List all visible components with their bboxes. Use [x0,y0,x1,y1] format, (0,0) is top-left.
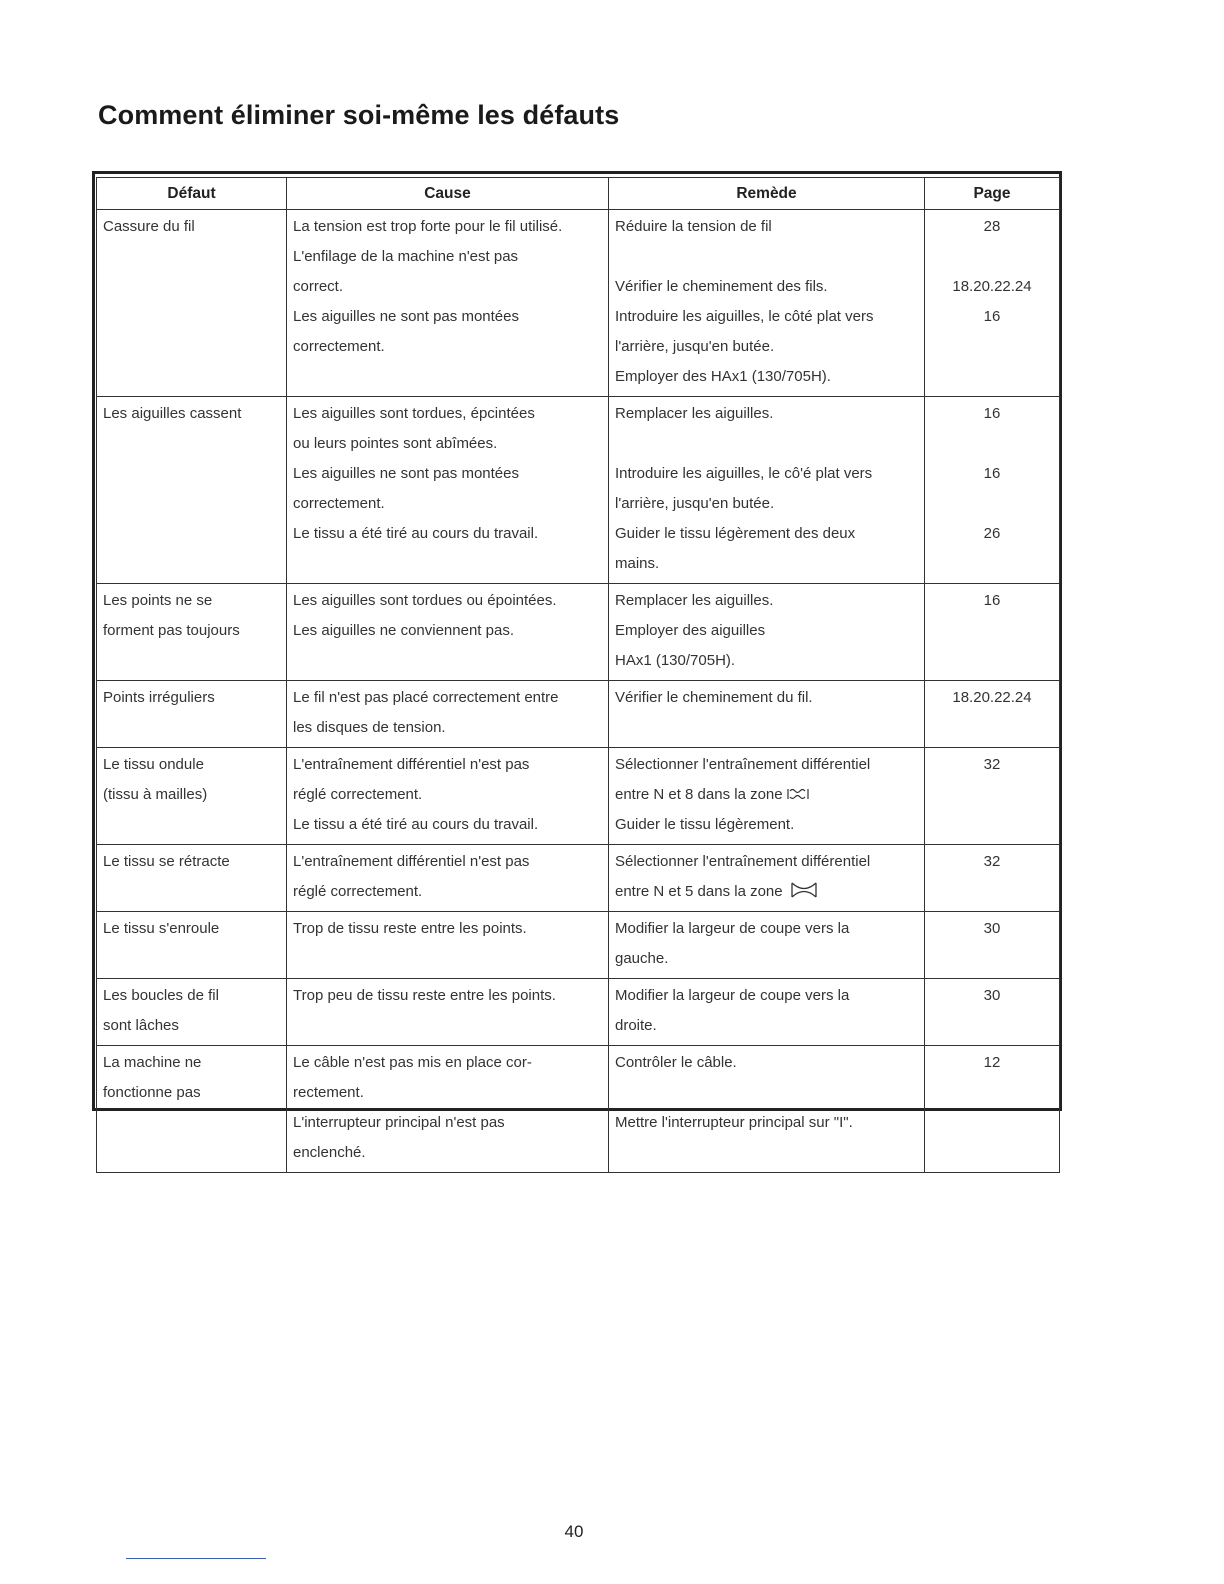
defaut-text: forment pas toujours [103,622,240,639]
cause-text: Les aiguilles ne conviennent pas. [293,622,514,639]
cause-text: Les aiguilles ne sont pas montées [293,308,519,325]
defaut-text: sont lâches [103,1017,179,1034]
page-ref: 30 [983,987,1001,1004]
page-ref: 32 [983,756,1001,773]
defaut-text: fonctionne pas [103,1084,201,1101]
table-row [97,210,1060,397]
cause-cell [287,845,609,912]
header-remede: Remède [609,178,925,210]
remede-text: entre N et 8 dans la zone [615,786,783,803]
remede-text: Modifier la largeur de coupe vers la [615,920,850,937]
remede-text: Mettre l'interrupteur principal sur "I". [615,1114,853,1131]
page-ref: 26 [983,525,1001,542]
page-cell [925,584,1060,681]
defaut-cell [97,1046,287,1173]
defaut-text: Le tissu ondule [103,756,204,773]
page-ref [931,242,1053,272]
defaut-cell [97,210,287,397]
defaut-text: Les points ne se [103,592,213,609]
remede-text: Remplacer les aiguilles. [615,405,774,422]
defaut-cell [97,681,287,748]
defaut-cell [97,748,287,845]
cause-text: Trop peu de tissu reste entre les points. [293,987,556,1004]
defaut-cell [97,912,287,979]
remede-cell [609,210,925,397]
remede-text: Employer des aiguilles [615,622,766,639]
defaut-text: (tissu à mailles) [103,786,208,803]
footer-rule [126,1558,266,1559]
cause-text: ou leurs pointes sont abîmées. [293,435,498,452]
cause-text: rectement. [293,1084,364,1101]
remede-text [615,429,918,459]
remede-cell [609,979,925,1046]
remede-cell [609,397,925,584]
table-row [97,584,1060,681]
remede-text: mains. [615,555,660,572]
page-ref: 16 [983,308,1001,325]
remede-text: Introduire les aiguilles, le côté plat vers [615,308,874,325]
remede-text: Réduire la tension de fil [615,218,772,235]
cause-text: Le câble n'est pas mis en place cor- [293,1054,532,1071]
remede-text [615,1078,918,1108]
remede-cell [609,1046,925,1173]
defaut-cell [97,584,287,681]
page-cell [925,1046,1060,1173]
page-cell [925,748,1060,845]
remede-cell [609,748,925,845]
defaut-text: Les aiguilles cassent [103,405,242,422]
remede-cell [609,845,925,912]
page-cell [925,912,1060,979]
defaut-text: Points irréguliers [103,689,215,706]
cause-text: L'interrupteur principal n'est pas [293,1114,505,1131]
remede-text: Guider le tissu légèrement. [615,816,795,833]
page-ref [931,429,1053,459]
page-ref: 18.20.22.24 [952,278,1032,295]
page-ref: 12 [983,1054,1001,1071]
cause-text: réglé correctement. [293,883,423,900]
cause-text: correctement. [293,338,385,355]
remede-text: Vérifier le cheminement du fil. [615,689,813,706]
page-ref: 30 [983,920,1001,937]
header-cause: Cause [287,178,609,210]
troubleshooting-table [96,177,1060,1173]
wavy-fabric-icon [787,787,809,801]
page-ref: 28 [983,218,1001,235]
remede-text: HAx1 (130/705H). [615,652,736,669]
remede-text: Employer des HAx1 (130/705H). [615,368,831,385]
page-cell [925,397,1060,584]
cause-text: Le tissu a été tiré au cours du travail. [293,816,539,833]
cause-text: La tension est trop forte pour le fil utilisé. [293,218,563,235]
cause-text: Trop de tissu reste entre les points. [293,920,527,937]
cause-text: L'enfilage de la machine n'est pas [293,248,519,265]
cause-cell [287,912,609,979]
remede-text: Sélectionner l'entraînement différentiel [615,853,871,870]
remede-text: gauche. [615,950,669,967]
cause-text: Les aiguilles ne sont pas montées [293,465,519,482]
table-row [97,397,1060,584]
cause-text: L'entraînement différentiel n'est pas [293,853,530,870]
defaut-text: Le tissu s'enroule [103,920,220,937]
defaut-text: La machine ne [103,1054,202,1071]
remede-cell [609,584,925,681]
header-defaut: Défaut [97,178,287,210]
remede-text: Contrôler le câble. [615,1054,737,1071]
table-row [97,748,1060,845]
table-row [97,912,1060,979]
table-header-row [97,178,1060,210]
defaut-cell [97,397,287,584]
remede-text: l'arrière, jusqu'en butée. [615,495,775,512]
cause-text: enclenché. [293,1144,366,1161]
remede-text: l'arrière, jusqu'en butée. [615,338,775,355]
page-ref: 16 [983,465,1001,482]
table-row [97,845,1060,912]
remede-text: entre N et 5 dans la zone [615,883,783,900]
page-cell [925,681,1060,748]
cause-cell [287,979,609,1046]
table-row [97,979,1060,1046]
remede-text: Guider le tissu légèrement des deux [615,525,856,542]
remede-line [615,780,918,810]
table-row [97,1046,1060,1173]
page-ref: 18.20.22.24 [952,689,1032,706]
page-cell [925,845,1060,912]
cause-text: réglé correctement. [293,786,423,803]
defaut-cell [97,845,287,912]
defaut-text: Les boucles de fil [103,987,219,1004]
remede-text: Remplacer les aiguilles. [615,592,774,609]
cause-text: les disques de tension. [293,719,446,736]
page-ref: 16 [983,592,1001,609]
cause-text: correctement. [293,495,385,512]
page-cell [925,979,1060,1046]
cause-cell [287,1046,609,1173]
remede-text: droite. [615,1017,657,1034]
cause-text: Le tissu a été tiré au cours du travail. [293,525,539,542]
page-ref [931,489,1053,519]
remede-line [615,877,918,907]
cause-text: correct. [293,278,344,295]
defaut-text: Cassure du fil [103,218,195,235]
page-title: Comment éliminer soi-même les défauts [98,100,620,130]
header-page: Page [925,178,1060,210]
cause-text: Le fil n'est pas placé correctement entre [293,689,559,706]
page-number: 40 [564,1522,584,1541]
cause-text: Les aiguilles sont tordues ou épointées. [293,592,557,609]
page-ref: 32 [983,853,1001,870]
remede-text: Modifier la largeur de coupe vers la [615,987,850,1004]
remede-text: Vérifier le cheminement des fils. [615,278,828,295]
remede-text: Sélectionner l'entraînement différentiel [615,756,871,773]
cause-cell [287,210,609,397]
page-cell [925,210,1060,397]
remede-cell [609,912,925,979]
remede-cell [609,681,925,748]
remede-text [615,242,918,272]
table-row [97,681,1060,748]
defaut-text: Le tissu se rétracte [103,853,230,870]
cause-cell [287,584,609,681]
cause-text: L'entraînement différentiel n'est pas [293,756,530,773]
page-ref: 16 [983,405,1001,422]
gathered-fabric-icon [791,882,817,898]
defaut-cell [97,979,287,1046]
cause-cell [287,681,609,748]
cause-cell [287,748,609,845]
cause-text: Les aiguilles sont tordues, épcintées [293,405,535,422]
cause-cell [287,397,609,584]
remede-text: Introduire les aiguilles, le cô'é plat vers [615,465,873,482]
